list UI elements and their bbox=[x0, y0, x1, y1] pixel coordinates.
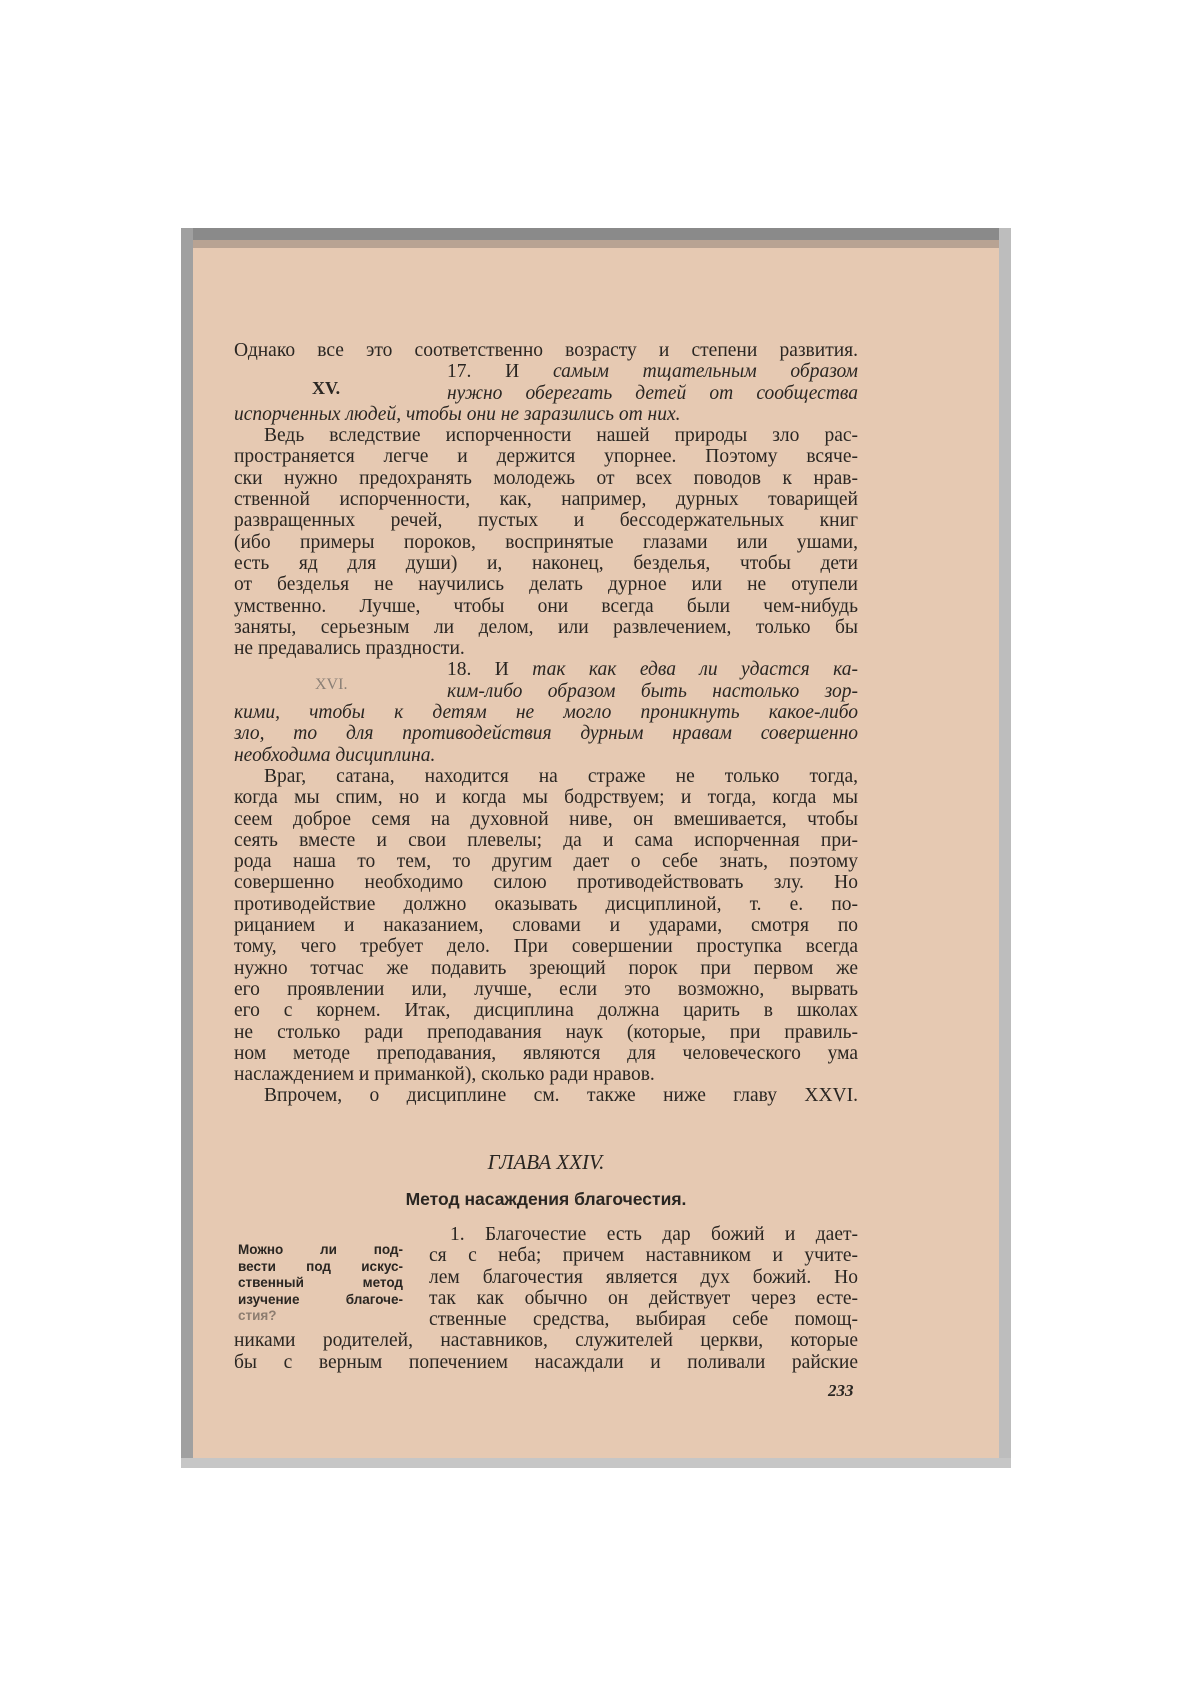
paragraph-line: пространяется легче и держится упорнее. Поэтому всяче- bbox=[234, 446, 858, 468]
section-18-line: кими, чтобы к детям не могло проникнуть какое-либо bbox=[234, 702, 858, 724]
section-1-line: ственные средства, выбирая себе помощ- bbox=[429, 1309, 858, 1331]
paragraph-line: сеем доброе семя на духовной ниве, он вмешивается, чтобы bbox=[234, 808, 858, 830]
paragraph-line: ном методе преподавания, являются для человеческого ума bbox=[234, 1042, 858, 1064]
paragraph-line: развращенных речей, пустых и бессодержательных книг bbox=[234, 510, 858, 532]
page-number: 233 bbox=[828, 1381, 854, 1400]
side-question-line: ственный метод bbox=[238, 1275, 403, 1290]
paragraph-line: нужно тотчас же подавить зреющий порок при первом же bbox=[234, 957, 858, 979]
paragraph-line: Ведь вследствие испорченности нашей природы зло рас- bbox=[264, 425, 858, 447]
section-1-line: никами родителей, наставников, служителей церкви, которые bbox=[234, 1330, 858, 1352]
paragraph-line: ственной испорченности, как, например, дурных товарищей bbox=[234, 489, 858, 511]
paragraph-line: когда мы спим, но и когда мы бодрствуем; и тогда, когда мы bbox=[234, 787, 858, 809]
section-17-line: нужно оберегать детей от сообщества bbox=[447, 382, 858, 404]
scan-edge-right bbox=[999, 228, 1011, 1468]
paragraph-line: тому, чего требует дело. При совершении проступка всегда bbox=[234, 936, 858, 958]
paragraph-line: его с корнем. Итак, дисциплина должна царить в школах bbox=[234, 1000, 858, 1022]
paragraph-line: не предавались праздности. bbox=[234, 638, 465, 660]
paragraph-line: совершенно необходимо силою противодействовать злу. Но bbox=[234, 872, 858, 894]
section-17-line: испорченных людей, чтобы они не заразились от них. bbox=[234, 403, 681, 425]
section-1-line: так как обычно он действует через есте- bbox=[429, 1287, 858, 1309]
paragraph-line: противодействие должно оказывать дисциплиной, т. е. по- bbox=[234, 893, 858, 915]
scan-edge-bottom bbox=[181, 1458, 1011, 1468]
paragraph-line: его проявлении или, лучше, если это возможно, вырвать bbox=[234, 978, 858, 1000]
scan-edge-shadow bbox=[181, 240, 1011, 248]
section-1-line: лем благочестия является дух божий. Но bbox=[429, 1266, 858, 1288]
paragraph-line: рода наша то тем, то другим дает о себе знать, поэтому bbox=[234, 851, 858, 873]
paragraph-line: не столько ради преподавания наук (которые, при правиль- bbox=[234, 1021, 858, 1043]
section-number: 18. И bbox=[447, 659, 509, 681]
paragraph-line: заняты, серьезным ли делом, или развлечением, только бы bbox=[234, 616, 858, 638]
scan-edge-left bbox=[181, 228, 193, 1468]
chapter-title: ГЛАВА XXIV. bbox=[487, 1150, 605, 1174]
paragraph-line: рицанием и наказанием, словами и ударами, смотря по bbox=[234, 915, 858, 937]
side-question-line: изучение благоче- bbox=[238, 1291, 403, 1307]
paragraph-line: есть яд для души) и, наконец, безделья, чтобы дети bbox=[234, 552, 858, 574]
paragraph-line: сеять вместе и свои плевелы; да и сама испорченная при- bbox=[234, 829, 858, 851]
paragraph-line: наслаждением и приманкой), сколько ради нравов. bbox=[234, 1064, 655, 1086]
side-question-line: стия? bbox=[238, 1308, 277, 1323]
paragraph-line: Враг, сатана, находится на страже не только тогда, bbox=[264, 765, 858, 787]
margin-note-xv: XV. bbox=[312, 378, 341, 398]
section-1-line: бы с верным попечением насаждали и поливали райские bbox=[234, 1351, 858, 1373]
paragraph-line: (ибо примеры пороков, воспринятые глазами или ушами, bbox=[234, 531, 858, 553]
side-question-line: вести под искус- bbox=[238, 1258, 403, 1274]
section-18-line bbox=[234, 659, 858, 680]
section-1 bbox=[234, 1224, 858, 1373]
paragraph-line: ски нужно предохранять молодежь от всех поводов к нрав- bbox=[234, 467, 858, 489]
text-line: Однако все это соответственно возрасту и степени развития. bbox=[234, 340, 858, 361]
paragraph-line: умственно. Лучше, чтобы они всегда были чем-нибудь bbox=[234, 595, 858, 617]
side-question-line: Можно ли под- bbox=[238, 1242, 403, 1257]
paragraph-line: Впрочем, о дисциплине см. также ниже главу XXVI. bbox=[264, 1085, 858, 1107]
section-18-line: необходима дисциплина. bbox=[234, 744, 436, 766]
section-number: 17. И bbox=[447, 361, 520, 383]
margin-note-xvi: XVI. bbox=[315, 676, 348, 693]
section-text: так как едва ли удастся ка- bbox=[532, 659, 858, 681]
section-18-line: зло, то для противодействия дурным нравам совершенно bbox=[234, 723, 858, 745]
section-18-line: ким-либо образом быть настолько зор- bbox=[447, 680, 858, 702]
paragraph-line: от безделья не научились делать дурное или не отупели bbox=[234, 574, 858, 596]
section-1-line: 1. Благочестие есть дар божий и дает- bbox=[450, 1224, 858, 1245]
scan-edge-top bbox=[181, 228, 1011, 240]
section-17-line bbox=[234, 361, 858, 382]
main-text bbox=[234, 340, 858, 1107]
chapter-subtitle: Метод насаждения благочестия. bbox=[405, 1189, 687, 1209]
section-1-line: ся с неба; причем наставником и учите- bbox=[429, 1245, 858, 1267]
section-text: самым тщательным образом bbox=[552, 361, 858, 383]
